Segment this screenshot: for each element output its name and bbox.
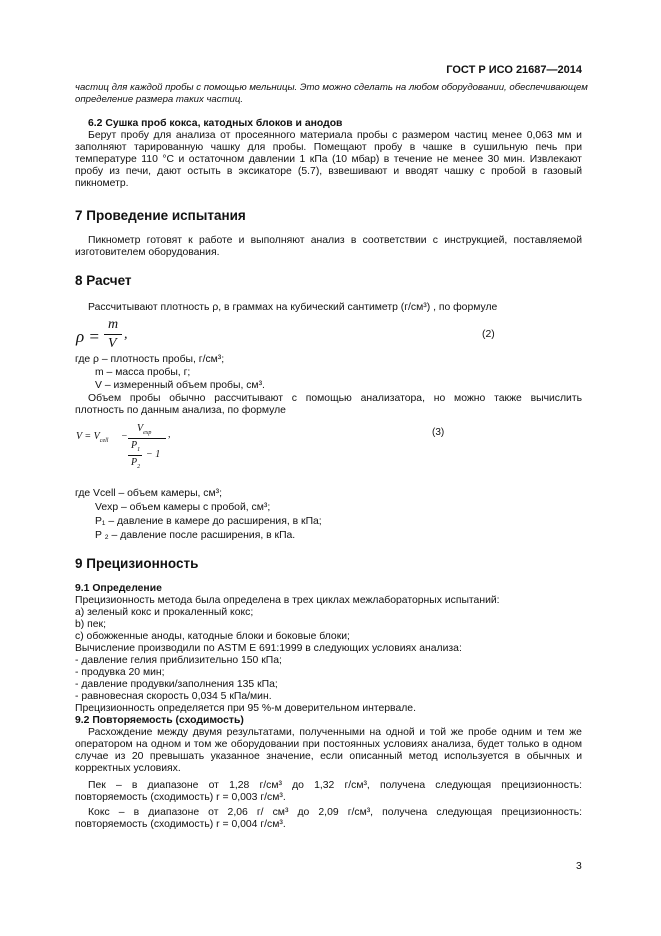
- text-line: Кокс – в диапазоне от 2,06 г/ см³ до 2,09 г/см³, получена следующая прецизионность:: [88, 807, 583, 818]
- section-8-heading: 8 Расчет: [75, 273, 132, 288]
- formula-numerator: m: [108, 317, 119, 332]
- text-line: Vexp – объем камеры с пробой, см³;: [95, 502, 271, 513]
- text-line: Вычисление производили по ASTM E 691:1999 в следующих условиях анализа:: [75, 643, 462, 654]
- section-9-2-heading: 9.2 Повторяемость (сходимость): [75, 715, 244, 726]
- section-9-heading: 9 Прецизионность: [75, 556, 199, 571]
- text-line: m – масса пробы, г;: [95, 367, 191, 378]
- formula-number: (3): [432, 427, 445, 438]
- formula-comma: ,: [168, 429, 171, 440]
- fraction-bar: [104, 334, 122, 335]
- text-line: b) пек;: [75, 619, 106, 630]
- text-line: повторяемость (сходимость) r = 0,003 г/см³.: [75, 792, 286, 803]
- text-line: c) обожженные аноды, катодные блоки и боковые блоки;: [75, 631, 350, 642]
- formula-denominator: V: [108, 336, 117, 351]
- text-line: корректных условиях.: [75, 763, 181, 774]
- text-line: Рассчитывают плотность ρ, в граммах на кубический сантиметр (г/см³) , по формуле: [88, 302, 498, 313]
- formula-number: (2): [482, 329, 495, 340]
- fraction-bar: [128, 455, 142, 456]
- formula-numerator: $V_{exp}$: [137, 423, 152, 436]
- text-line: Пек – в диапазоне от 1,28 г/см³ до 1,32 г/см³, получена следующая прецизионность:: [88, 780, 583, 791]
- formula-p2: $P_2$: [131, 457, 141, 470]
- text-line: Берут пробу для анализа от просеянного материала пробы с размером частиц менее 0,063 мм и: [88, 130, 582, 141]
- note-line: определение размера таких частиц.: [75, 94, 244, 105]
- formula-lhs: ρ =: [76, 327, 100, 346]
- formula-comma: ,: [124, 327, 128, 342]
- page-number: 3: [576, 861, 582, 872]
- text-line: Прецизионность определяется при 95 %-м доверительном интервале.: [75, 703, 416, 714]
- text-line: a) зеленый кокс и прокаленный кокс;: [75, 607, 254, 618]
- text-line: Объем пробы обычно рассчитывают с помощью анализатора, но можно также вычислить: [88, 393, 583, 404]
- text-line: пробу из печи, дают остыть в эксикаторе (5.7), взвешивают и вводят чашку с пробой в газовый: [75, 166, 582, 177]
- text-line: - продувка 20 мин;: [75, 667, 165, 678]
- note-line: частиц для каждой пробы с помощью мельницы. Это можно сделать на любом оборудовании, обеспечивающем: [75, 82, 588, 93]
- text-line: оператором на одном и том же оборудовании при постоянных условиях анализа, будет только в одном: [75, 739, 583, 750]
- text-line: заполняют тарированную чашку для пробы. Помещают пробу в чашке в сушильную печь при: [75, 142, 583, 153]
- section-9-1-heading: 9.1 Определение: [75, 583, 162, 594]
- formula-minus: −: [121, 431, 128, 442]
- text-line: P ₂ – давление после расширения, в кПа.: [95, 530, 296, 541]
- text-line: Пикнометр готовят к работе и выполняют анализ в соответствии с инструкцией, поставляемой: [88, 235, 583, 246]
- text-line: - давление продувки/заполнения 135 кПа;: [75, 679, 278, 690]
- text-line: P₁ – давление в камере до расширения, в кПа;: [95, 516, 322, 527]
- text-line: где ρ – плотность пробы, г/см³;: [75, 354, 225, 365]
- fraction-bar: [128, 438, 166, 439]
- text-line: где Vcell – объем камеры, см³;: [75, 488, 222, 499]
- document-header: ГОСТ Р ИСО 21687—2014: [446, 64, 582, 76]
- formula-p1: $P_1$: [131, 440, 141, 453]
- text-line: V – измеренный объем пробы, см³.: [95, 380, 265, 391]
- text-line: повторяемость (сходимость) r = 0,004 г/см³.: [75, 819, 286, 830]
- text-line: Расхождение между двумя результатами, полученными на одной и той же пробе одним и тем же: [88, 727, 582, 738]
- section-6-2-heading: 6.2 Сушка проб кокса, катодных блоков и анодов: [88, 118, 343, 129]
- section-7-heading: 7 Проведение испытания: [75, 208, 246, 223]
- formula-minus-one: − 1: [146, 449, 161, 460]
- text-line: - давление гелия приблизительно 150 кПа;: [75, 655, 282, 666]
- text-line: пикнометр.: [75, 178, 129, 189]
- formula-lhs: $V = V_{cell}$: [76, 431, 109, 444]
- text-line: - равновесная скорость 0,034 5 кПа/мин.: [75, 691, 272, 702]
- text-line: изготовителем оборудования.: [75, 247, 220, 258]
- text-line: Прецизионность метода была определена в трех циклах межлабораторных испытаний:: [75, 595, 500, 606]
- text-line: случае из 20 превышать указанное значение, если описанный метод используется в обычных и: [75, 751, 583, 762]
- text-line: плотность по данным анализа, по формуле: [75, 405, 286, 416]
- text-line: температуре 110 °С и остаточном давлении 1 кПа (10 мбар) в течение не менее 30 мин. Извлекают: [75, 154, 582, 165]
